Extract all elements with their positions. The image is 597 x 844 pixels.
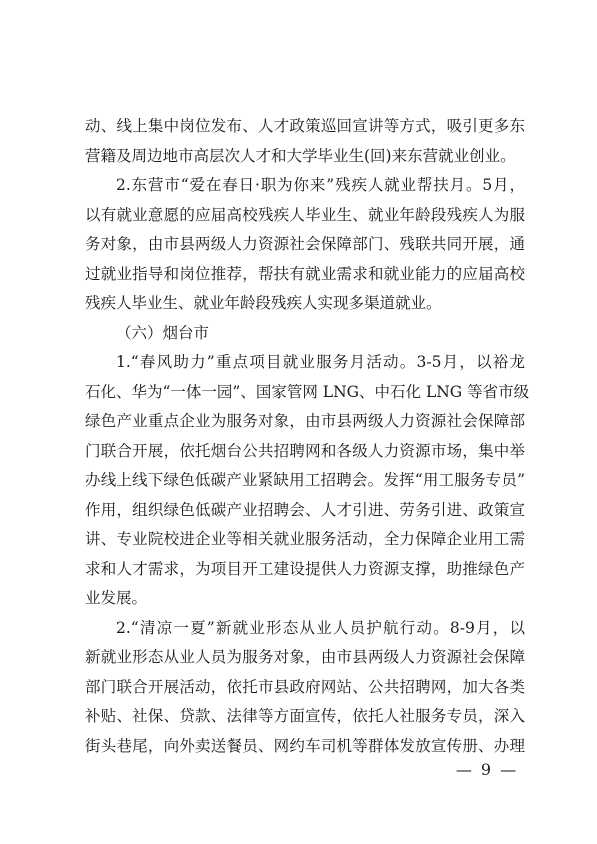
paragraph-line: 营籍及周边地市高层次人才和大学毕业生(回)来东营就业创业。	[85, 146, 516, 165]
paragraph-line: 作用，组织绿色低碳产业招聘会、人才引进、劳务引进、政策宣	[85, 500, 525, 519]
paragraph-line: 石化、华为“一体一园”、国家管网 LNG、中石化 LNG 等省市级	[85, 382, 530, 401]
paragraph-line: 过就业指导和岗位推荐，帮扶有就业需求和就业能力的应届高校	[85, 264, 525, 283]
paragraph-line: 讲、专业院校进企业等相关就业服务活动，全力保障企业用工需	[85, 530, 525, 548]
paragraph-line: 补贴、社保、贷款、法律等方面宣传，依托人社服务专员，深入	[85, 707, 525, 725]
paragraph-line: 残疾人毕业生、就业年龄段残疾人实现多渠道就业。	[85, 294, 442, 312]
paragraph-line: 业发展。	[85, 589, 148, 607]
page-number: — 9 —	[455, 760, 519, 779]
paragraph-line: 部门联合开展活动，依托市县政府网站、公共招聘网，加大各类	[85, 677, 525, 696]
paragraph-line: 绿色产业重点企业为服务对象，由市县两级人力资源社会保障部	[85, 412, 525, 430]
paragraph-line: 以有就业意愿的应届高校残疾人毕业生、就业年龄段残疾人为服	[85, 205, 525, 224]
paragraph-line: 动、线上集中岗位发布、人才政策巡回宣讲等方式，吸引更多东	[85, 117, 525, 135]
paragraph-line: 求和人才需求，为项目开工建设提供人力资源支撑，助推绿色产	[85, 559, 525, 578]
paragraph-line: 办线上线下绿色低碳产业紧缺用工招聘会。发挥“用工服务专员”	[85, 471, 525, 489]
paragraph-line: 2.东营市“爱在春日·职为你来”残疾人就业帮扶月。5月，	[116, 176, 525, 194]
paragraph-line: 新就业形态从业人员为服务对象，由市县两级人力资源社会保障	[85, 648, 525, 666]
paragraph-line: 门联合开展，依托烟台公共招聘网和各级人力资源市场，集中举	[85, 441, 525, 460]
paragraph-line: 街头巷尾，向外卖送餐员、网约车司机等群体发放宣传册、办理	[85, 736, 525, 755]
section-heading: （六）烟台市	[116, 323, 210, 342]
paragraph-line: 1.“春风助力”重点项目就业服务月活动。3-5月，以裕龙	[116, 353, 525, 371]
paragraph-line: 务对象，由市县两级人力资源社会保障部门、残联共同开展，通	[85, 235, 525, 253]
document-body	[85, 112, 530, 761]
paragraph-line: 2.“清凉一夏”新就业形态从业人员护航行动。8-9月，以	[116, 618, 525, 637]
